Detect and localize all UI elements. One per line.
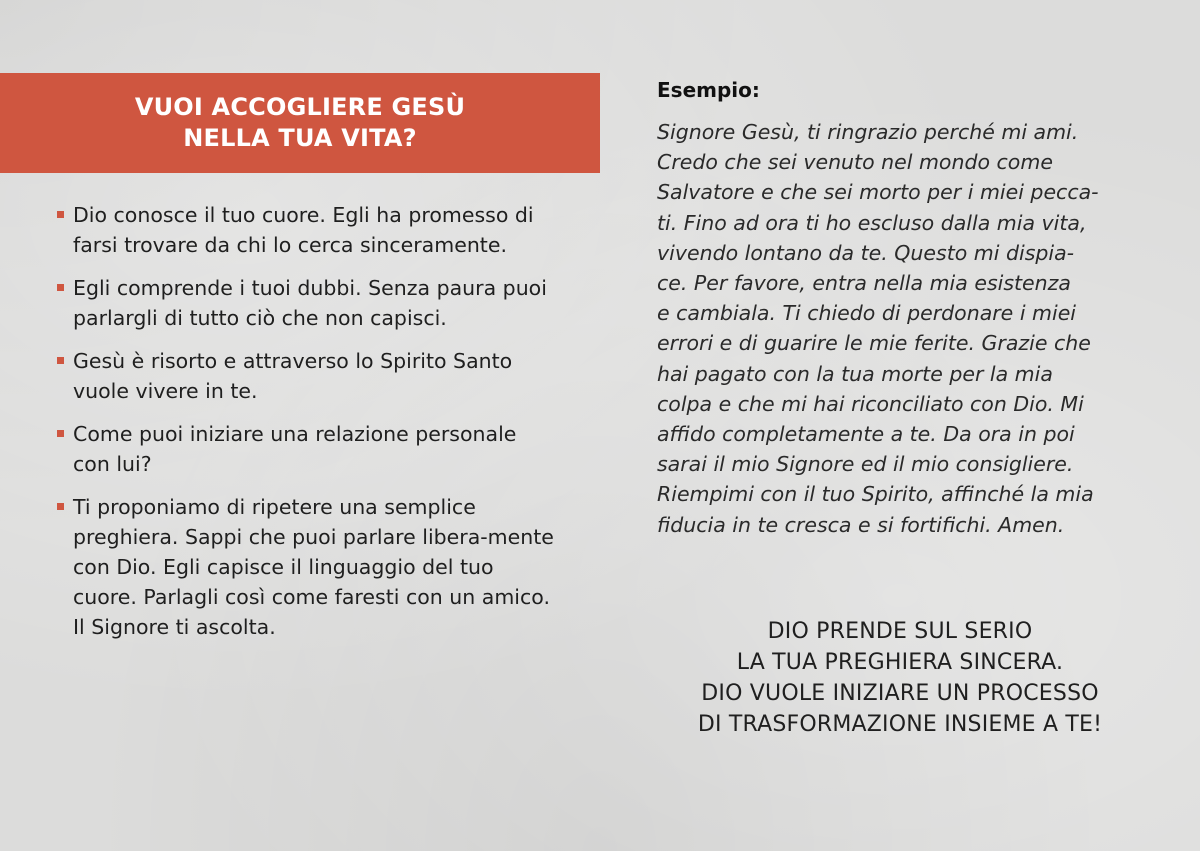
list-item [56, 419, 556, 479]
closing-line: LA TUA PREGHIERA SINCERA. [736, 650, 1064, 675]
square-bullet-icon [57, 211, 64, 218]
prayer-line: sarai il mio Signore ed il mio consigliere. [657, 452, 1074, 477]
bullet-text: Gesù è risorto e attraverso lo Spirito Santo vuole vivere in te. [73, 349, 513, 403]
prayer-line: Credo che sei venuto nel mondo come [657, 150, 1053, 175]
closing-line: DIO VUOLE INIZIARE UN PROCESSO [701, 681, 1099, 706]
banner-title-line: NELLA TUA VITA? [183, 124, 417, 152]
bullet-text: Come puoi iniziare una relazione personale con lui? [73, 422, 517, 476]
closing-line: DI TRASFORMAZIONE INSIEME A TE! [697, 712, 1103, 737]
example-heading: Esempio: [657, 78, 760, 102]
square-bullet-icon [57, 284, 64, 291]
prayer-line: Signore Gesù, ti ringrazio perché mi ami. [657, 120, 1079, 144]
prayer-line: fiducia in te cresca e si fortifichi. Amen. [657, 512, 1065, 537]
prayer-line: colpa e che mi hai riconciliato con Dio. Mi [657, 391, 1084, 416]
bullet-list [56, 200, 556, 655]
prayer-line: Riempimi con il tuo Spirito, affinché la mia [657, 482, 1094, 507]
list-item [56, 492, 556, 642]
list-item [56, 346, 556, 406]
bullet-text: Dio conosce il tuo cuore. Egli ha promesso di farsi trovare da chi lo cerca sinceramente. [73, 203, 534, 257]
closing-line: DIO PRENDE SUL SERIO [767, 619, 1033, 644]
prayer-line: errori e di guarire le mie ferite. Grazie che [657, 331, 1091, 356]
list-item [56, 273, 556, 333]
bullet-text: Egli comprende i tuoi dubbi. Senza paura puoi parlargli di tutto ciò che non capisci. [73, 276, 547, 330]
bullet-text: Ti proponiamo di ripetere una semplice preghiera. Sappi che puoi parlare libera-mente con Dio. Egli capisce il linguaggio del tuo cuore. Parlagli così come faresti con un amico. Il Signore ti ascolta. [73, 495, 554, 639]
prayer-line: ce. Per favore, entra nella mia esistenza [657, 271, 1071, 296]
prayer-line: Salvatore e che sei morto per i miei pecca- [657, 180, 1099, 205]
prayer-line: e cambiala. Ti chiedo di perdonare i miei [657, 301, 1076, 326]
square-bullet-icon [57, 503, 64, 510]
closing-statement [620, 616, 1180, 740]
banner-title-line: VUOI ACCOGLIERE GESÙ [134, 93, 466, 121]
square-bullet-icon [57, 357, 64, 364]
banner-title [135, 92, 465, 154]
prayer-line: hai pagato con la tua morte per la mia [657, 361, 1053, 386]
prayer-text [657, 117, 1157, 540]
list-item [56, 200, 556, 260]
prayer-line: vivendo lontano da te. Questo mi dispia- [657, 240, 1075, 265]
square-bullet-icon [57, 430, 64, 437]
prayer-line: ti. Fino ad ora ti ho escluso dalla mia vita, [657, 210, 1087, 235]
title-banner [0, 73, 600, 173]
prayer-line: affido completamente a te. Da ora in poi [657, 422, 1075, 447]
